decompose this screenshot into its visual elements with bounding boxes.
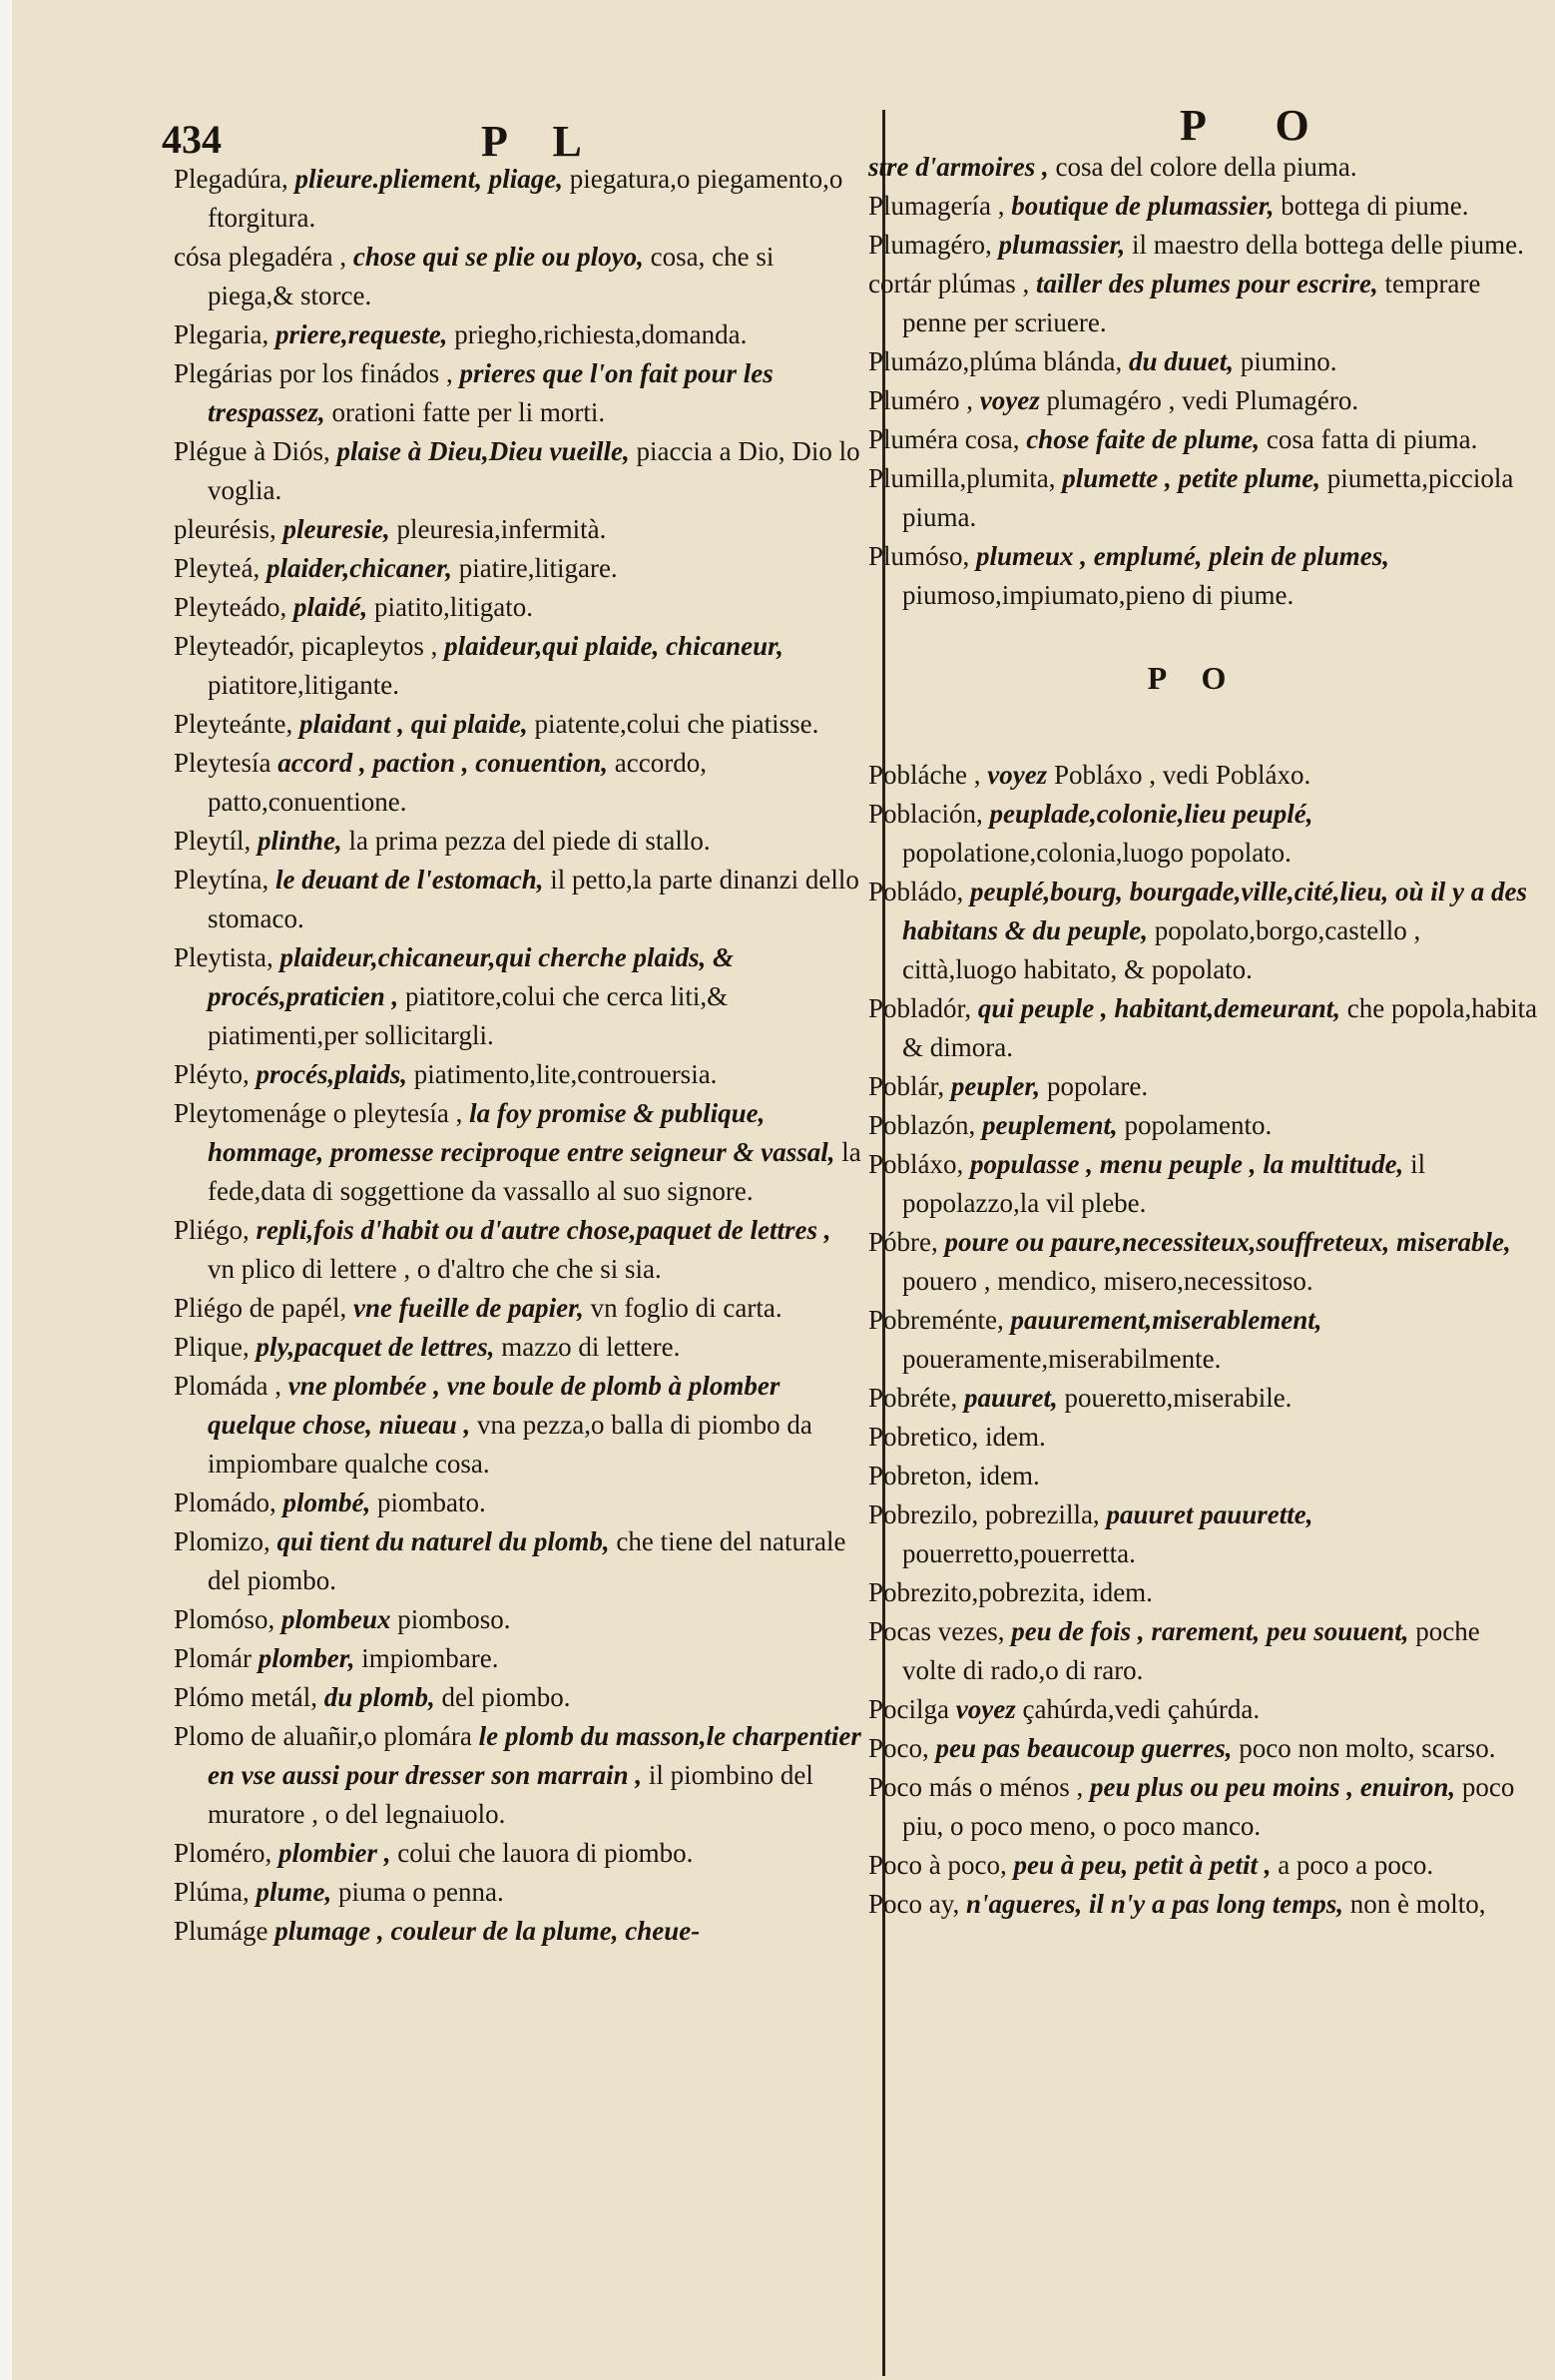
dictionary-entry (868, 420, 1539, 459)
right-column-bottom-entries (868, 756, 1539, 1924)
section-heading: P O (1147, 660, 1241, 696)
french-gloss: ply,pacquet de lettres, (256, 1332, 495, 1362)
french-gloss: plomber, (258, 1643, 355, 1673)
spanish-headword: cósa plegadéra , (174, 242, 347, 272)
french-gloss: voyez (979, 385, 1040, 415)
italian-gloss: il petto,la parte dinanzi dello stomaco. (208, 865, 859, 933)
italian-gloss: il piombino del muratore , o del legnaiuolo. (208, 1760, 813, 1829)
italian-gloss: poueramente,miserabilmente. (902, 1344, 1222, 1374)
french-gloss: peu plus ou peu moins , enuiron, (1090, 1772, 1456, 1802)
french-gloss: le deuant de l'estomach, (275, 865, 544, 894)
spanish-headword: Pobreton, (868, 1461, 973, 1490)
italian-gloss: popolato,borgo,castello , città,luogo habitato, & popolato. (902, 915, 1421, 984)
italian-gloss: cosa del colore della piuma. (1055, 152, 1357, 182)
french-gloss: poure ou paure,necessiteux,souffreteux, miserable, (944, 1227, 1511, 1257)
spanish-headword: Poblazón, (868, 1110, 976, 1140)
spanish-headword: Población, (868, 799, 983, 829)
spanish-headword: Plégue à Diós, (174, 436, 330, 466)
spanish-headword: Plumagería , (868, 191, 1005, 221)
spanish-headword: Plomóso, (174, 1604, 275, 1634)
spanish-headword: Plomár (174, 1643, 252, 1673)
dictionary-entry (174, 1094, 862, 1211)
dictionary-entry (174, 1873, 862, 1912)
dictionary-entry (174, 1834, 862, 1873)
italian-gloss: poche volte di rado,o di raro. (902, 1616, 1480, 1685)
french-gloss: vne plombée , vne boule de plomb à plomber quelque chose, niueau , (208, 1371, 780, 1440)
spanish-headword: Pobretico, (868, 1422, 979, 1452)
spanish-headword: Pobreménte, (868, 1305, 1004, 1335)
spanish-headword: Pobrezito,pobrezita, (868, 1577, 1086, 1607)
french-gloss: pauuret, (963, 1383, 1058, 1413)
italian-gloss: che tiene del naturale del piombo. (208, 1526, 846, 1595)
spanish-headword: Pleyteádo, (174, 592, 287, 622)
italian-gloss: orationi fatte per li morti. (331, 397, 606, 427)
french-gloss: peuplement, (982, 1110, 1118, 1140)
dictionary-entry (868, 381, 1539, 420)
dictionary-entry (174, 510, 862, 549)
dictionary-entry (174, 1328, 862, 1367)
french-gloss: plumassier, (998, 230, 1126, 260)
dictionary-entry (868, 1418, 1539, 1457)
italian-gloss: popolatione,colonia,luogo popolato. (902, 838, 1292, 868)
spanish-headword: Pobláxo, (868, 1149, 964, 1179)
italian-gloss: piegatura,o piegamento,o ftorgitura. (208, 164, 843, 233)
spanish-headword: Plumóso, (868, 541, 970, 571)
italian-gloss: piumino. (1240, 346, 1337, 376)
spanish-headword: Plegadúra, (174, 164, 288, 194)
dictionary-entry (174, 744, 862, 822)
dictionary-entry (174, 1522, 862, 1600)
dictionary-entry (868, 187, 1539, 226)
french-gloss: plumage , couleur de la plume, cheue- (274, 1916, 701, 1946)
french-gloss: voyez (987, 760, 1048, 790)
spanish-headword: Poco más o ménos , (868, 1772, 1084, 1802)
spanish-headword: Pluméra cosa, (868, 424, 1020, 454)
dictionary-entry (868, 1067, 1539, 1106)
left-column (174, 160, 862, 1951)
right-column-heading: P O (1180, 101, 1339, 150)
italian-gloss: il maestro della bottega delle piume. (1132, 230, 1524, 260)
spanish-headword: Póbre, (868, 1227, 938, 1257)
italian-gloss: piatente,colui che piatisse. (534, 709, 819, 739)
dictionary-entry (174, 1600, 862, 1639)
italian-gloss: mazzo di lettere. (501, 1332, 681, 1362)
italian-gloss: vna pezza,o balla di piombo da impiombare qualche cosa. (208, 1410, 812, 1479)
italian-gloss: accordo, patto,conuentione. (208, 748, 707, 817)
italian-gloss: poco piu, o poco meno, o poco manco. (902, 1772, 1515, 1841)
spanish-headword: Poco à poco, (868, 1850, 1007, 1880)
french-gloss: prieres que l'on fait pour les trespassez, (208, 358, 774, 427)
french-gloss: peuplade,colonie,lieu peuplé, (989, 799, 1313, 829)
spanish-headword: Plique, (174, 1332, 250, 1362)
italian-gloss: idem. (984, 1422, 1046, 1452)
italian-gloss: pouero , mendico, misero,necessitoso. (902, 1266, 1313, 1296)
french-gloss: plinthe, (258, 826, 342, 856)
dictionary-entry (868, 537, 1539, 615)
dictionary-entry (174, 1678, 862, 1717)
french-gloss: plaidant , qui plaide, (298, 709, 528, 739)
french-gloss: pauurement,miserablement, (1010, 1305, 1322, 1335)
italian-gloss: vn foglio di carta. (590, 1293, 782, 1323)
french-gloss: chose qui se plie ou ployo, (352, 242, 644, 272)
spanish-headword: Plomizo, (174, 1526, 270, 1556)
dictionary-entry (868, 1768, 1539, 1846)
dictionary-entry (174, 1639, 862, 1678)
italian-gloss: che popola,habita & dimora. (902, 993, 1538, 1062)
spanish-headword: Pliégo, (174, 1215, 250, 1245)
french-gloss: peuplé,bourg, bourgade,ville,cité,lieu, où il y a des habitans & du peuple, (902, 877, 1527, 945)
page-number: 434 (162, 117, 222, 162)
dictionary-entry (174, 1912, 862, 1951)
dictionary-entry (868, 1729, 1539, 1768)
french-gloss: plieure.pliement, pliage, (294, 164, 563, 194)
dictionary-entry (868, 1379, 1539, 1418)
french-gloss: plumeux , emplumé, plein de plumes, (976, 541, 1390, 571)
dictionary-entry (174, 238, 862, 315)
french-gloss: repli,fois d'habit ou d'autre chose,paquet de lettres , (256, 1215, 831, 1245)
spanish-headword: cortár plúmas , (868, 269, 1030, 298)
french-gloss: peu pas beaucoup guerres, (935, 1733, 1233, 1763)
italian-gloss: cosa, che si piega,& storce. (208, 242, 775, 310)
dictionary-entry (174, 627, 862, 705)
dictionary-entry (174, 1211, 862, 1289)
french-gloss: plombé, (282, 1488, 371, 1517)
italian-gloss: piumetta,picciola piuma. (902, 463, 1514, 532)
dictionary-entry (868, 989, 1539, 1067)
spanish-headword: Plomo de aluañir,o plomára (174, 1721, 472, 1751)
spanish-headword: Pleytesía (174, 748, 271, 778)
italian-gloss: colui che lauora di piombo. (397, 1838, 694, 1868)
italian-gloss: idem. (1092, 1577, 1153, 1607)
italian-gloss: piomboso. (397, 1604, 511, 1634)
dictionary-entry (868, 1690, 1539, 1729)
italian-gloss: bottega di piume. (1281, 191, 1469, 221)
spanish-headword: Plumilla,plumita, (868, 463, 1056, 493)
french-gloss: vne fueille de papier, (352, 1293, 584, 1323)
french-gloss: du plomb, (323, 1682, 435, 1712)
dictionary-entry (868, 226, 1539, 265)
spanish-headword: Pleyteadór, picapleytos , (174, 631, 438, 661)
french-gloss: plume, (256, 1877, 332, 1907)
spanish-headword: Pobréte, (868, 1383, 958, 1413)
italian-gloss: piatitore,litigante. (208, 670, 399, 700)
french-gloss: la foy promise & publique, hommage, promesse reciproque entre seigneur & vassal, (208, 1098, 835, 1167)
right-column-top-entries (868, 148, 1539, 615)
french-gloss: boutique de plumassier, (1011, 191, 1275, 221)
french-gloss: plombeux (281, 1604, 391, 1634)
dictionary-entry (868, 1885, 1539, 1924)
french-gloss: populasse , menu peuple , la multitude, (970, 1149, 1404, 1179)
french-gloss: plaider,chicaner, (265, 553, 452, 583)
spanish-headword: Pobrezilo, pobrezilla, (868, 1499, 1100, 1529)
spanish-headword: Plumagéro, (868, 230, 992, 260)
french-gloss: priere,requeste, (274, 319, 448, 349)
spanish-headword: Poco, (868, 1733, 929, 1763)
italian-gloss: impiombare. (361, 1643, 499, 1673)
italian-gloss: piaccia a Dio, Dio lo voglia. (208, 436, 860, 505)
french-gloss: voyez (955, 1694, 1016, 1724)
french-gloss: peu de fois , rarement, peu souuent, (1011, 1616, 1409, 1646)
french-gloss: plaideur,qui plaide, chicaneur, (444, 631, 783, 661)
dictionary-entry (868, 1495, 1539, 1573)
italian-gloss: piumoso,impiumato,pieno di piume. (902, 580, 1295, 610)
italian-gloss: vn plico di lettere , o d'altro che che si sia. (208, 1254, 662, 1284)
french-gloss: plaidé, (292, 592, 368, 622)
dictionary-entry (868, 1145, 1539, 1223)
spanish-headword: pleurésis, (174, 514, 276, 544)
spanish-headword: Plómo metál, (174, 1682, 317, 1712)
spanish-headword: Pocilga (868, 1694, 949, 1724)
spanish-headword: Pluméro , (868, 385, 973, 415)
left-column-heading: P L (481, 117, 600, 166)
spanish-headword: Pleyteánte, (174, 709, 293, 739)
italian-gloss: popolare. (1046, 1071, 1149, 1101)
spanish-headword: Plumáge (174, 1916, 268, 1946)
french-gloss: chose faite de plume, (1026, 424, 1261, 454)
italian-gloss: temprare penne per scriuere. (902, 269, 1481, 337)
italian-gloss: çahúrda,vedi çahúrda. (1022, 1694, 1261, 1724)
spanish-headword: Pleytíl, (174, 826, 252, 856)
italian-gloss: cosa fatta di piuma. (1266, 424, 1478, 454)
dictionary-entry (868, 795, 1539, 873)
spanish-headword: Pleytista, (174, 942, 273, 972)
dictionary-entry (174, 315, 862, 354)
spanish-headword: Ploméro, (174, 1838, 272, 1868)
spanish-headword: Pobládo, (868, 877, 964, 906)
italian-gloss: la fede,data di soggettione da vassallo al suo signore. (208, 1137, 861, 1206)
french-gloss: qui tient du naturel du plomb, (276, 1526, 610, 1556)
spanish-headword: Plegaria, (174, 319, 269, 349)
french-gloss: accord , paction , conuention, (277, 748, 608, 778)
spanish-headword: Plúma, (174, 1877, 250, 1907)
french-gloss: plombier , (278, 1838, 391, 1868)
italian-gloss: pouerretto,pouerretta. (902, 1538, 1136, 1568)
dictionary-entry (868, 148, 1539, 187)
italian-gloss: Pobláxo , vedi Pobláxo. (1053, 760, 1311, 790)
spanish-headword: Poco ay, (868, 1889, 960, 1919)
dictionary-entry (868, 1106, 1539, 1145)
french-gloss: plaise à Dieu,Dieu vueille, (336, 436, 630, 466)
dictionary-entry (868, 756, 1539, 795)
spanish-headword: Plomáda , (174, 1371, 281, 1401)
dictionary-entry (174, 588, 862, 627)
dictionary-entry (868, 1301, 1539, 1379)
italian-gloss: piombato. (377, 1488, 486, 1517)
italian-gloss: prieghо,richiesta,domanda. (454, 319, 748, 349)
dictionary-entry (174, 822, 862, 861)
dictionary-entry (174, 1289, 862, 1328)
dictionary-entry (174, 938, 862, 1055)
italian-gloss: idem. (979, 1461, 1040, 1490)
spanish-headword: Plomádo, (174, 1488, 276, 1517)
spanish-headword: Pobladór, (868, 993, 972, 1023)
spanish-headword: Pléyto, (174, 1059, 250, 1089)
french-gloss: plaideur,chicaneur,qui cherche plaids, & procés,praticien , (208, 942, 735, 1011)
spanish-headword: Pobláche , (868, 760, 981, 790)
dictionary-entry (868, 873, 1539, 989)
dictionary-entry (174, 705, 862, 744)
french-gloss: peu à peu, petit à petit , (1013, 1850, 1272, 1880)
italian-gloss: poueretto,miserabile. (1064, 1383, 1293, 1413)
dictionary-entry (174, 861, 862, 938)
italian-gloss: del piombo. (441, 1682, 571, 1712)
french-gloss: pauuret pauurette, (1106, 1499, 1313, 1529)
spanish-headword: Poblár, (868, 1071, 945, 1101)
french-gloss: plumette , petite plume, (1062, 463, 1320, 493)
french-gloss: pleuresie, (282, 514, 390, 544)
spanish-headword: Plumázo,plúma blánda, (868, 346, 1123, 376)
italian-gloss: piatito,litigato. (373, 592, 533, 622)
italian-gloss: piatire,litigare. (458, 553, 618, 583)
italian-gloss: piatitore,colui che cerca liti,& piatimenti,per sollicitargli. (208, 981, 729, 1050)
dictionary-entry (174, 1367, 862, 1484)
spanish-headword: Pleyteá, (174, 553, 260, 583)
italian-gloss: la prima pezza del piede di stallo. (348, 826, 711, 856)
french-gloss: stre d'armoires , (868, 152, 1049, 182)
dictionary-entry (174, 1055, 862, 1094)
dictionary-entry (868, 459, 1539, 537)
spanish-headword: Pliégo de papél, (174, 1293, 347, 1323)
spanish-headword: Pleytína, (174, 865, 269, 894)
dictionary-entry (174, 549, 862, 588)
italian-gloss: popolamento. (1124, 1110, 1273, 1140)
italian-gloss: poco non molto, scarso. (1239, 1733, 1496, 1763)
right-column (868, 148, 1539, 1924)
italian-gloss: non è molto, (1349, 1889, 1486, 1919)
dictionary-page (12, 0, 1555, 2380)
dictionary-entry (868, 1612, 1539, 1690)
french-gloss: le plomb du masson,le charpentier en vse aussi pour dresser son marrain , (208, 1721, 861, 1790)
dictionary-entry (868, 1457, 1539, 1495)
dictionary-entry (868, 1573, 1539, 1612)
french-gloss: du duuet, (1128, 346, 1234, 376)
dictionary-entry (868, 1223, 1539, 1301)
italian-gloss: piuma o penna. (338, 1877, 504, 1907)
dictionary-entry (174, 1717, 862, 1834)
dictionary-entry (174, 354, 862, 432)
dictionary-entry (174, 1484, 862, 1522)
spanish-headword: Pleytomenáge o pleytesía , (174, 1098, 463, 1128)
french-gloss: qui peuple , habitant,demeurant, (977, 993, 1340, 1023)
italian-gloss: a poco a poco. (1278, 1850, 1434, 1880)
dictionary-entry (868, 342, 1539, 381)
italian-gloss: il popolazzo,la vil plebe. (902, 1149, 1426, 1218)
french-gloss: tailler des plumes pour escrire, (1035, 269, 1378, 298)
french-gloss: peupler, (950, 1071, 1041, 1101)
dictionary-entry (174, 160, 862, 238)
dictionary-entry (868, 1846, 1539, 1885)
dictionary-entry (868, 265, 1539, 342)
spanish-headword: Plegárias por los finádos , (174, 358, 453, 388)
italian-gloss: plumagéro , vedi Plumagéro. (1046, 385, 1359, 415)
spanish-headword: Pocas vezes, (868, 1616, 1005, 1646)
italian-gloss: pleuresia,infermità. (396, 514, 607, 544)
french-gloss: n'agueres, il n'y a pas long temps, (965, 1889, 1344, 1919)
italian-gloss: piatimento,lite,controuersia. (413, 1059, 718, 1089)
dictionary-entry (174, 432, 862, 510)
french-gloss: procés,plaids, (256, 1059, 408, 1089)
